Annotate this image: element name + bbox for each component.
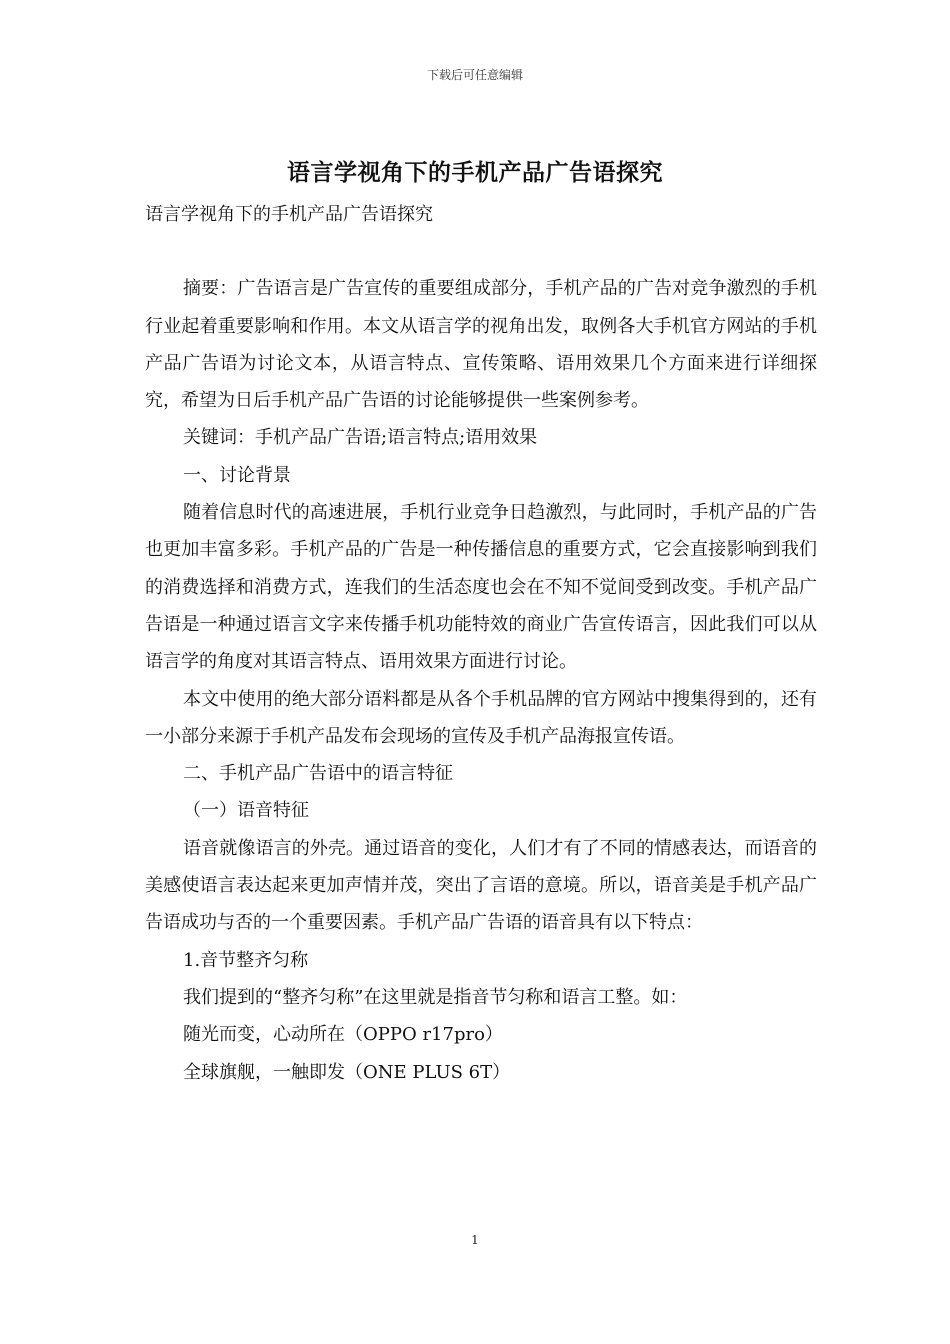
phonetic-paragraph: 语音就像语言的外壳。通过语音的变化，人们才有了不同的情感表达，而语音的美感使语言表达起来更加声情并茂，突出了言语的意境。所以，语音美是手机产品广告语成功与否的一个重要因素。手机产品广告语的语音具有以下特点：	[145, 837, 817, 934]
subsection-heading-phonetic: （一）语音特征	[183, 800, 309, 822]
background-paragraph-1: 随着信息时代的高速进展，手机行业竞争日趋激烈，与此同时，手机产品的广告也更加丰富多彩。手机产品的广告是一种传播信息的重要方式，它会直接影响到我们的消费选择和消费方式，连我们的生活态度也会在不知不觉间受到改变。手机产品广告语是一种通过语言文字来传播手机功能特效的商业广告宣传语言，因此我们可以从语言学的角度对其语言特点、语用效果方面进行讨论。	[145, 502, 817, 673]
keywords-line: 关键词：手机产品广告语;语言特点;语用效果	[183, 427, 538, 449]
section-heading-features: 二、手机产品广告语中的语言特征	[183, 763, 453, 785]
blank-line	[145, 233, 817, 270]
example-line-1: 随光而变，心动所在（OPPO r17pro）	[183, 1024, 503, 1046]
background-paragraph-2: 本文中使用的绝大部分语料都是从各个手机品牌的官方网站中搜集得到的，还有一小部分来源于手机产品发布会现场的宣传及手机产品海报宣传语。	[145, 688, 817, 747]
document-title: 语言学视角下的手机产品广告语探究	[287, 159, 663, 186]
section-heading-background: 一、讨论背景	[183, 464, 291, 486]
page-header: 下载后可任意编辑	[426, 68, 523, 82]
abstract-paragraph: 摘要：广告语言是广告宣传的重要组成部分，手机产品的广告对竞争激烈的手机行业起着重要影响和作用。本文从语言学的视角出发，取例各大手机官方网站的手机产品广告语为讨论文本，从语言特点、宣传策略、语用效果几个方面来进行详细探究，希望为日后手机产品广告语的讨论能够提供一些案例参考。	[145, 278, 817, 412]
document-body	[145, 196, 817, 1091]
list-item-heading: 1.音节整齐匀称	[183, 949, 309, 971]
page-number: 1	[471, 1233, 479, 1247]
example-line-2: 全球旗舰，一触即发（ONE PLUS 6T）	[183, 1061, 511, 1083]
list-item-description: 我们提到的“整齐匀称”在这里就是指音节匀称和语言工整。如：	[183, 986, 688, 1008]
subtitle: 语言学视角下的手机产品广告语探究	[145, 204, 433, 225]
